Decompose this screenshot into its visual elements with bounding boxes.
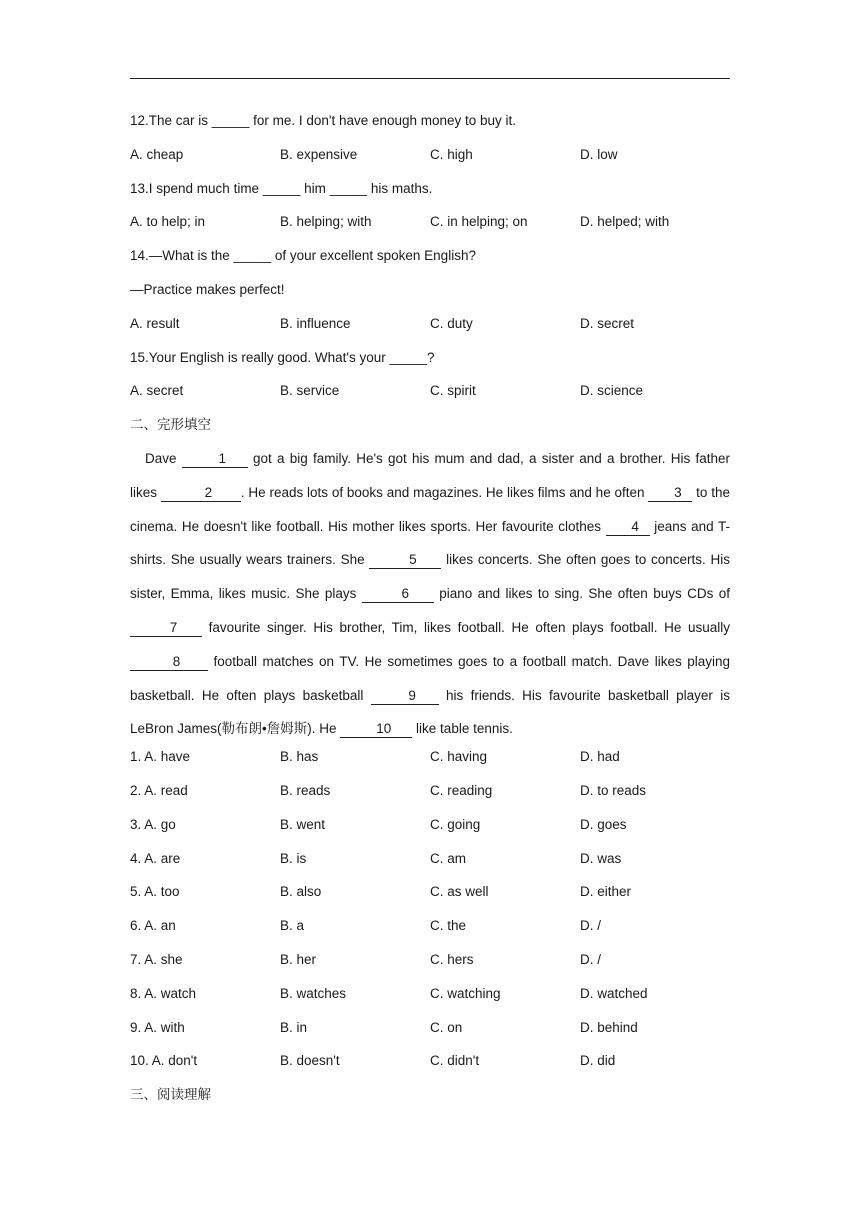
- question-stem: 12.The car is _____ for me. I don't have enough money to buy it.: [130, 113, 517, 128]
- question-reply: —Practice makes perfect!: [130, 281, 285, 297]
- question-stem: 13.I spend much time _____ him _____ his maths.: [130, 180, 433, 196]
- cloze-option-row: [130, 1017, 730, 1051]
- option-d: D. /: [580, 951, 602, 967]
- option-c: C. didn't: [430, 1053, 480, 1069]
- option-row: [130, 211, 730, 245]
- option-c: C. high: [430, 146, 473, 162]
- cloze-option-row: [130, 949, 730, 983]
- option-b: B. went: [280, 816, 326, 832]
- passage-text: got a big family. He's got his mum and dad, a sister and a brother. His father likes: [130, 450, 730, 500]
- header-rule: [130, 78, 730, 79]
- passage-text: football matches on TV. He sometimes goes to a football match. Dave likes playing basketball. He often plays basketball: [130, 653, 730, 703]
- option-d: D. science: [580, 383, 644, 399]
- cloze-option-row: [130, 848, 730, 882]
- passage-text: favourite singer. His brother, Tim, likes football. He often plays football. He usually: [208, 619, 730, 635]
- option-b: B. service: [280, 383, 340, 399]
- cloze-passage: [130, 442, 730, 746]
- option-c: C. reading: [430, 782, 493, 798]
- option-d: D. watched: [580, 985, 648, 1001]
- cloze-option-row: [130, 881, 730, 915]
- cloze-blank[interactable]: 9: [371, 688, 439, 705]
- option-d: D. either: [580, 884, 632, 900]
- section-heading-cloze: 二、完形填空: [130, 417, 211, 434]
- cloze-blank[interactable]: 7: [130, 620, 202, 637]
- cloze-option-row: [130, 780, 730, 814]
- passage-text: like table tennis.: [416, 721, 513, 737]
- passage-text: piano and likes to sing. She often buys CDs of: [439, 586, 730, 602]
- option-row: [130, 313, 730, 347]
- option-a: A. cheap: [130, 146, 184, 162]
- question-stem: 15.Your English is really good. What's your _____?: [130, 349, 435, 365]
- option-b: B. in: [280, 1019, 308, 1035]
- option-a: A. result: [130, 315, 180, 331]
- option-d: D. was: [580, 850, 622, 866]
- option-a: 6. A. an: [130, 918, 176, 934]
- option-a: A. to help; in: [130, 214, 206, 230]
- option-c: C. in helping; on: [430, 214, 528, 230]
- option-row: [130, 380, 730, 414]
- option-b: B. watches: [280, 985, 347, 1001]
- cloze-blank[interactable]: 1: [182, 451, 248, 468]
- cloze-option-row: [130, 746, 730, 780]
- cloze-option-row: [130, 915, 730, 949]
- option-a: 7. A. she: [130, 951, 183, 967]
- option-row: [130, 144, 730, 178]
- passage-text: . He reads lots of books and magazines. He likes films and he often: [240, 484, 649, 500]
- option-a: 9. A. with: [130, 1019, 185, 1035]
- option-a: 5. A. too: [130, 884, 180, 900]
- option-c: C. spirit: [430, 383, 476, 399]
- cloze-option-row: [130, 1050, 730, 1084]
- option-c: C. duty: [430, 315, 473, 331]
- cloze-blank[interactable]: 2: [161, 485, 241, 502]
- option-b: B. also: [280, 884, 322, 900]
- worksheet-page: [130, 110, 730, 1118]
- cloze-blank[interactable]: 4: [606, 519, 650, 536]
- option-c: C. watching: [430, 985, 501, 1001]
- option-b: B. has: [280, 749, 319, 765]
- cloze-blank[interactable]: 10: [340, 721, 412, 738]
- option-a: A. secret: [130, 383, 184, 399]
- option-c: C. as well: [430, 884, 489, 900]
- option-d: D. secret: [580, 315, 635, 331]
- option-d: D. /: [580, 918, 602, 934]
- section-heading-reading: 三、阅读理解: [130, 1087, 211, 1104]
- option-d: D. helped; with: [580, 214, 670, 230]
- option-d: D. had: [580, 749, 620, 765]
- option-c: C. the: [430, 918, 467, 934]
- cloze-blank[interactable]: 5: [369, 552, 441, 569]
- option-a: 8. A. watch: [130, 985, 197, 1001]
- option-a: 1. A. have: [130, 749, 191, 765]
- option-d: D. goes: [580, 816, 627, 832]
- option-b: B. helping; with: [280, 214, 372, 230]
- cloze-blank[interactable]: 6: [362, 586, 434, 603]
- option-a: 3. A. go: [130, 816, 176, 832]
- option-d: D. to reads: [580, 782, 647, 798]
- passage-text: jeans and T-shirts. She usually wears trainers. She: [130, 518, 730, 568]
- option-b: B. expensive: [280, 146, 358, 162]
- option-c: C. on: [430, 1019, 463, 1035]
- question-stem: 14.—What is the _____ of your excellent spoken English?: [130, 248, 476, 264]
- passage-text: likes concerts. She often goes to concerts. His sister, Emma, likes music. She plays: [130, 552, 730, 602]
- option-b: B. reads: [280, 782, 331, 798]
- option-b: B. influence: [280, 315, 351, 331]
- cloze-option-row: [130, 814, 730, 848]
- option-c: C. having: [430, 749, 488, 765]
- option-c: C. hers: [430, 951, 474, 967]
- option-c: C. going: [430, 816, 481, 832]
- option-b: B. a: [280, 918, 305, 934]
- option-d: D. low: [580, 146, 618, 162]
- passage-text: Dave: [145, 450, 182, 466]
- option-d: D. did: [580, 1053, 616, 1069]
- passage-text: to the cinema. He doesn't like football. His mother likes sports. Her favourite clothes: [130, 484, 730, 534]
- option-b: B. doesn't: [280, 1053, 340, 1069]
- option-a: 4. A. are: [130, 850, 181, 866]
- option-d: D. behind: [580, 1019, 638, 1035]
- option-a: 2. A. read: [130, 782, 188, 798]
- cloze-blank[interactable]: 8: [130, 654, 208, 671]
- option-b: B. is: [280, 850, 307, 866]
- cloze-option-row: [130, 983, 730, 1017]
- option-c: C. am: [430, 850, 467, 866]
- option-b: B. her: [280, 951, 317, 967]
- passage-text: his friends. His favourite basketball player is LeBron James(勒布朗•詹姆斯). He: [130, 687, 730, 737]
- cloze-blank[interactable]: 3: [648, 485, 692, 502]
- option-a: 10. A. don't: [130, 1053, 198, 1069]
